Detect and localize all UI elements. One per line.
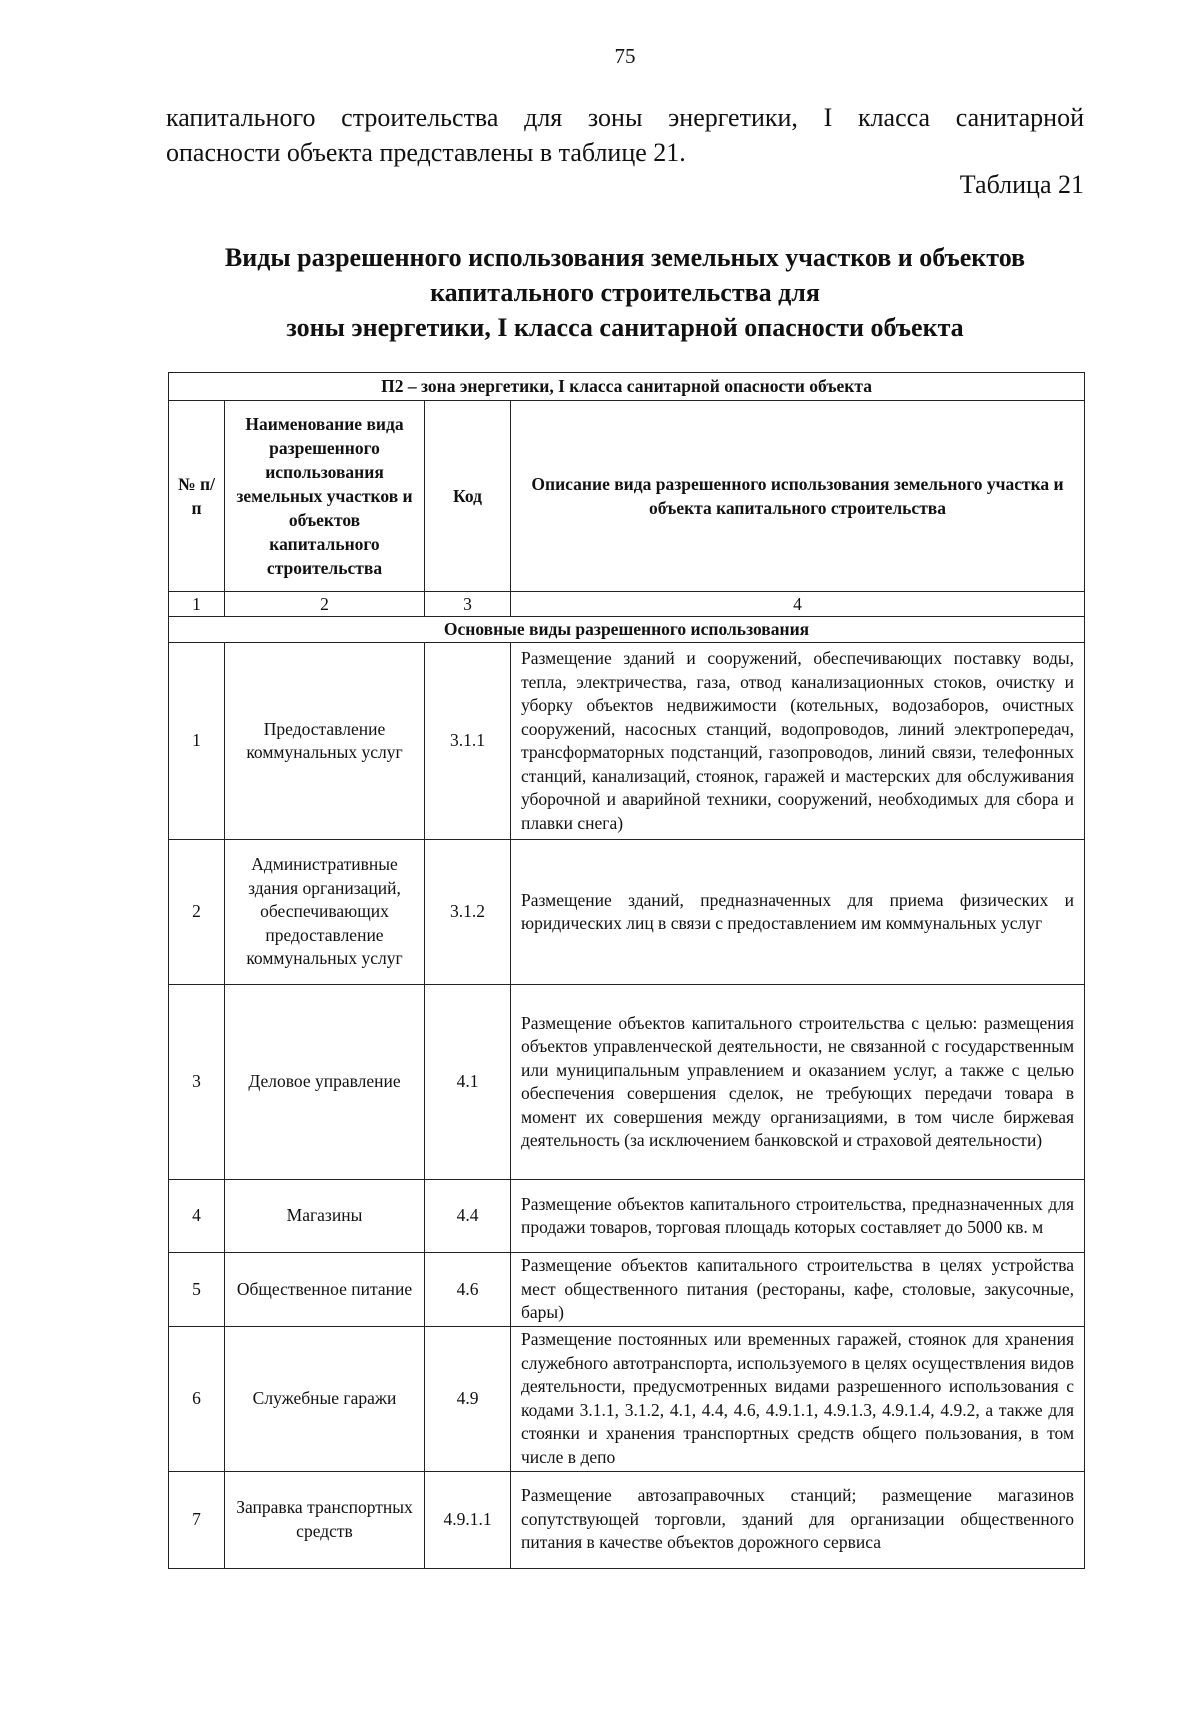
page-number: 75 <box>614 44 636 68</box>
table-reference: Таблица 21 <box>959 170 1084 199</box>
row-code: 4.6 <box>425 1253 511 1327</box>
row-name: Административные здания организаций, обеспечивающих предоставление коммунальных услуг <box>225 840 425 985</box>
row-num: 4 <box>169 1180 225 1253</box>
row-name: Общественное питание <box>225 1253 425 1327</box>
title-line-3: зоны энергетики, I класса санитарной опасности объекта <box>286 313 964 342</box>
intro-paragraph <box>166 100 1084 170</box>
title-line-1: Виды разрешенного использования земельных участков и объектов <box>224 243 1026 272</box>
table-row <box>169 985 1085 1180</box>
column-number: 2 <box>225 592 425 617</box>
row-code: 4.9.1.1 <box>425 1471 511 1568</box>
row-code: 4.9 <box>425 1326 511 1471</box>
column-number-row <box>169 592 1085 617</box>
table-row <box>169 643 1085 840</box>
header-description: Описание вида разрешенного использования земельного участка и объекта капитального строительства <box>511 401 1085 592</box>
row-code: 4.4 <box>425 1180 511 1253</box>
title-line-2: капитального строительства для <box>430 278 820 307</box>
row-name: Предоставление коммунальных услуг <box>225 643 425 840</box>
row-description: Размещение зданий, предназначенных для приема физических и юридических лиц в связи с предоставлением им коммунальных услуг <box>511 840 1085 985</box>
row-num: 7 <box>169 1471 225 1568</box>
land-use-table <box>168 372 1085 1569</box>
row-name: Деловое управление <box>225 985 425 1180</box>
header-name: Наименование вида разрешенного использования земельных участков и объектов капитального строительства <box>225 401 425 592</box>
document-title <box>166 240 1084 345</box>
table-row <box>169 1180 1085 1253</box>
section-main-title: Основные виды разрешенного использования <box>169 617 1085 643</box>
row-description: Размещение постоянных или временных гаражей, стоянок для хранения служебного автотранспорта, используемого в целях осуществления видов деятельности, предусмотренных видами разрешенного использования с кодами 3.1.1, 3.1.2, 4.1, 4.4, 4.6, 4.9.1.1, 4.9.1.3, 4.9.1.4, 4.9.2, а также для стоянки и хранения транспортных средств общего пользования, в том числе в депо <box>511 1326 1085 1471</box>
section-row <box>169 617 1085 643</box>
row-description: Размещение автозаправочных станций; размещение магазинов сопутствующей торговли, зданий для организации общественного питания в качестве объектов дорожного сервиса <box>511 1471 1085 1568</box>
zone-header: П2 – зона энергетики, I класса санитарной опасности объекта <box>169 373 1085 401</box>
column-number: 3 <box>425 592 511 617</box>
intro-line-2: опасности объекта представлены в таблице 21. <box>166 138 686 167</box>
row-description: Размещение объектов капитального строительства, предназначенных для продажи товаров, торговая площадь которых составляет до 5000 кв. м <box>511 1180 1085 1253</box>
row-num: 5 <box>169 1253 225 1327</box>
table-row <box>169 1253 1085 1327</box>
row-description: Размещение объектов капитального строительства с целью: размещения объектов управленческой деятельности, не связанной с государственным или муниципальным управлением и оказанием услуг, а также с целью обеспечения совершения сделок, не требующих передачи товара в момент их совершения между организациями, в том числе биржевая деятельность (за исключением банковской и страховой деятельности) <box>511 985 1085 1180</box>
intro-line-1: капитального строительства для зоны энергетики, I класса санитарной <box>166 103 1084 132</box>
row-num: 1 <box>169 643 225 840</box>
row-code: 3.1.1 <box>425 643 511 840</box>
column-number: 1 <box>169 592 225 617</box>
row-name: Заправка транспортных средств <box>225 1471 425 1568</box>
row-description: Размещение объектов капитального строительства в целях устройства мест общественного питания (рестораны, кафе, столовые, закусочные, бары) <box>511 1253 1085 1327</box>
row-code: 3.1.2 <box>425 840 511 985</box>
row-num: 2 <box>169 840 225 985</box>
row-num: 3 <box>169 985 225 1180</box>
column-header-row <box>169 401 1085 592</box>
column-number: 4 <box>511 592 1085 617</box>
table-row <box>169 1471 1085 1568</box>
row-code: 4.1 <box>425 985 511 1180</box>
row-description: Размещение зданий и сооружений, обеспечивающих поставку воды, тепла, электричества, газа, отвод канализационных стоков, очистку и уборку объектов недвижимости (котельных, водозаборов, очистных сооружений, насосных станций, водопроводов, линий электропередач, трансформаторных подстанций, газопроводов, линий связи, телефонных станций, канализаций, стоянок, гаражей и мастерских для обслуживания уборочной и аварийной техники, сооружений, необходимых для сбора и плавки снега) <box>511 643 1085 840</box>
table-row <box>169 1326 1085 1471</box>
table-row <box>169 840 1085 985</box>
header-code: Код <box>425 401 511 592</box>
zone-header-row <box>169 373 1085 401</box>
row-num: 6 <box>169 1326 225 1471</box>
header-num: № п/п <box>169 401 225 592</box>
row-name: Служебные гаражи <box>225 1326 425 1471</box>
row-name: Магазины <box>225 1180 425 1253</box>
